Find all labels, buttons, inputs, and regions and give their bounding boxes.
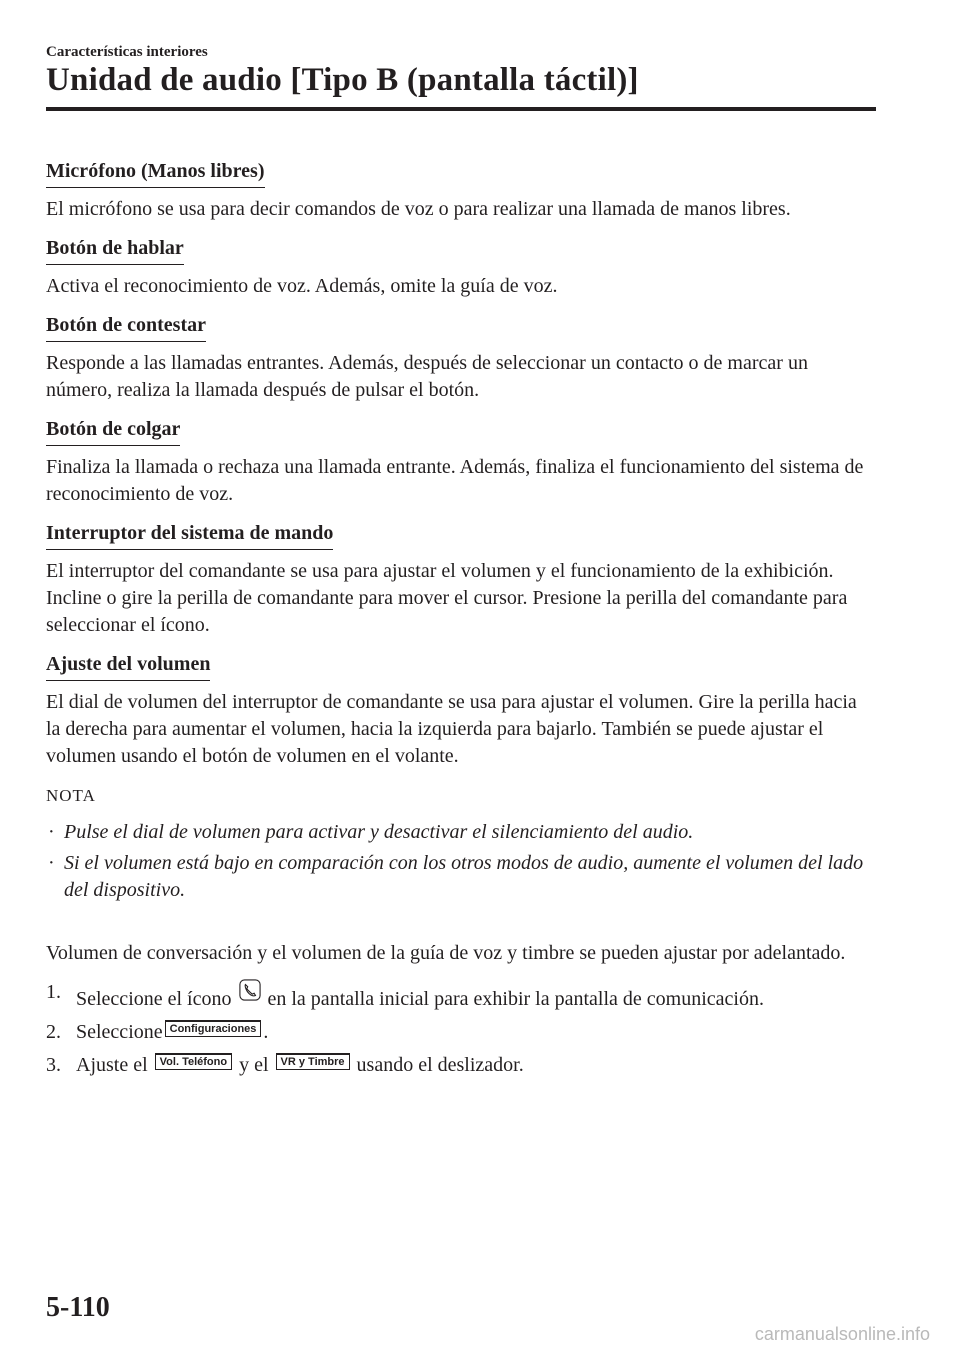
nota-item bbox=[46, 850, 876, 904]
step-text-after: en la pantalla inicial para exhibir la pantalla de comunicación. bbox=[267, 988, 764, 1010]
heading-boton-hablar: Botón de hablar bbox=[46, 235, 184, 265]
step-text-before: Ajuste el bbox=[76, 1054, 148, 1076]
step-text-after: . bbox=[263, 1021, 269, 1043]
section-label: Características interiores bbox=[46, 44, 208, 60]
nota-label: NOTA bbox=[46, 786, 96, 805]
page-number: 5-110 bbox=[46, 1292, 110, 1323]
heading-ajuste-volumen: Ajuste del volumen bbox=[46, 651, 210, 681]
heading-interruptor-mando: Interruptor del sistema de mando bbox=[46, 520, 333, 550]
step-text-middle: y el bbox=[239, 1054, 269, 1076]
paragraph-microfono: El micrófono se usa para decir comandos de voz o para realizar una llamada de manos libres. bbox=[46, 198, 791, 220]
vr-timbre-button[interactable]: VR y Timbre bbox=[276, 1053, 350, 1070]
step-text-before: Seleccione bbox=[76, 1021, 163, 1043]
page-title: Unidad de audio [Tipo B (pantalla táctil)] bbox=[46, 62, 639, 98]
paragraph-boton-hablar: Activa el reconocimiento de voz. Además, omite la guía de voz. bbox=[46, 275, 558, 297]
title-rule bbox=[46, 107, 876, 111]
step-number: 2. bbox=[46, 1021, 61, 1043]
vol-telefono-button[interactable]: Vol. Teléfono bbox=[155, 1053, 232, 1070]
step-1 bbox=[46, 979, 876, 1013]
heading-boton-colgar: Botón de colgar bbox=[46, 416, 180, 446]
nota-list bbox=[46, 819, 876, 904]
configuraciones-button[interactable]: Configuraciones bbox=[165, 1020, 262, 1037]
bullet-icon: · bbox=[48, 852, 55, 874]
step-3 bbox=[46, 1052, 876, 1079]
heading-boton-contestar: Botón de contestar bbox=[46, 312, 206, 342]
bullet-icon: · bbox=[48, 821, 55, 843]
step-text-after: usando el deslizador. bbox=[356, 1054, 524, 1076]
phone-icon bbox=[239, 979, 261, 1001]
nota-item-text: Si el volumen está bajo en comparación con los otros modos de audio, aumente el volumen del lado del dispositivo. bbox=[64, 852, 864, 901]
page-content bbox=[46, 158, 876, 1085]
paragraph-boton-colgar: Finaliza la llamada o rechaza una llamada entrante. Además, finaliza el funcionamiento del sistema de reconocimiento de voz. bbox=[46, 456, 864, 505]
step-2 bbox=[46, 1019, 876, 1046]
step-number: 1. bbox=[46, 981, 61, 1003]
paragraph-interruptor-mando: El interruptor del comandante se usa para ajustar el volumen y el funcionamiento de la exhibición. Incline o gire la perilla de comandante para mover el cursor. Presione la perilla del comandante para seleccionar el ícono. bbox=[46, 560, 848, 636]
step-number: 3. bbox=[46, 1054, 61, 1076]
paragraph-boton-contestar: Responde a las llamadas entrantes. Además, después de seleccionar un contacto o de marcar un número, realiza la llamada después de pulsar el botón. bbox=[46, 352, 808, 401]
paragraph-advance: Volumen de conversación y el volumen de la guía de voz y timbre se pueden ajustar por adelantado. bbox=[46, 942, 846, 964]
heading-microfono: Micrófono (Manos libres) bbox=[46, 158, 265, 188]
watermark: carmanualsonline.info bbox=[754, 1324, 930, 1344]
nota-item-text: Pulse el dial de volumen para activar y desactivar el silenciamiento del audio. bbox=[64, 821, 694, 843]
step-text-before: Seleccione el ícono bbox=[76, 988, 232, 1010]
paragraph-ajuste-volumen: El dial de volumen del interruptor de comandante se usa para ajustar el volumen. Gire la perilla hacia la derecha para aumentar el volumen, hacia la izquierda para bajarlo. También se puede ajustar el volumen usando el botón de volumen en el volante. bbox=[46, 691, 857, 767]
nota-item bbox=[46, 819, 876, 846]
